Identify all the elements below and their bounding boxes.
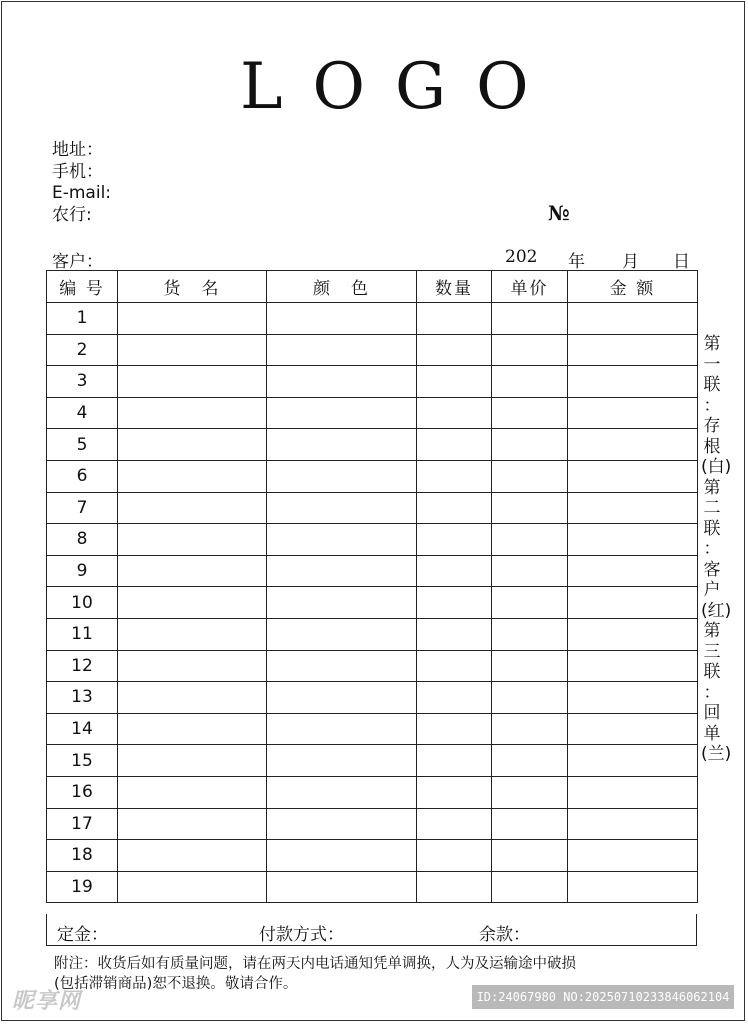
side-char: 联 <box>703 375 721 395</box>
logo: LOGO <box>240 50 559 124</box>
quantity-cell <box>417 334 492 366</box>
quantity-cell <box>417 397 492 429</box>
goods-cell <box>118 808 267 840</box>
side-char: 第 <box>703 334 721 354</box>
amount-cell <box>568 524 698 556</box>
amount-cell <box>568 492 698 524</box>
color-cell <box>267 871 417 903</box>
color-cell <box>267 303 417 335</box>
color-cell <box>267 524 417 556</box>
table-row <box>47 303 698 335</box>
table-row <box>47 366 698 398</box>
unit-price-cell <box>492 713 568 745</box>
unit-price-cell <box>492 524 568 556</box>
quantity-cell <box>417 713 492 745</box>
note-line-2: (包括滞销商品)恕不退换。敬请合作。 <box>54 976 298 992</box>
col-header-goods: 货 名 <box>118 271 267 303</box>
row-number: 3 <box>47 366 118 398</box>
table-row <box>47 460 698 492</box>
color-cell <box>267 776 417 808</box>
watermark-id: ID:24067980 NO:20250710233846062104 <box>472 985 734 1009</box>
color-cell <box>267 397 417 429</box>
side-char: (红) <box>701 600 732 621</box>
color-cell <box>267 587 417 619</box>
phone-label: 手机： <box>52 161 103 182</box>
color-cell <box>267 555 417 587</box>
day-label: 日 <box>673 252 690 272</box>
quantity-cell <box>417 871 492 903</box>
row-number: 4 <box>47 397 118 429</box>
side-char: (兰) <box>701 744 732 764</box>
table-row <box>47 840 698 872</box>
table-row <box>47 334 698 366</box>
row-number: 12 <box>47 650 118 682</box>
unit-price-cell <box>492 871 568 903</box>
customer-label: 客户： <box>52 252 103 272</box>
color-cell <box>267 429 417 461</box>
goods-cell <box>118 555 267 587</box>
quantity-cell <box>417 303 492 335</box>
goods-cell <box>118 303 267 335</box>
color-cell <box>267 334 417 366</box>
address-label: 地址： <box>52 140 103 160</box>
row-number: 1 <box>47 303 118 335</box>
amount-cell <box>568 682 698 714</box>
goods-cell <box>118 745 267 777</box>
number-mark: № <box>548 201 570 225</box>
unit-price-cell <box>492 555 568 587</box>
amount-cell <box>568 840 698 872</box>
unit-price-cell <box>492 492 568 524</box>
unit-price-cell <box>492 682 568 714</box>
quantity-cell <box>417 429 492 461</box>
goods-table <box>46 270 698 903</box>
row-number: 5 <box>47 429 118 461</box>
unit-price-cell <box>492 587 568 619</box>
row-number: 8 <box>47 524 118 556</box>
side-char: 三 <box>703 641 721 662</box>
goods-cell <box>118 397 267 429</box>
amount-cell <box>568 871 698 903</box>
side-char: 单 <box>703 723 721 744</box>
goods-cell <box>118 840 267 872</box>
contact-info <box>52 140 111 226</box>
quantity-cell <box>417 555 492 587</box>
quantity-cell <box>417 587 492 619</box>
row-number: 16 <box>47 776 118 808</box>
deposit-label: 定金： <box>57 925 108 945</box>
col-header-number: 编 号 <box>47 271 118 303</box>
table-row <box>47 555 698 587</box>
year-prefix: 202 <box>505 247 538 267</box>
side-char: ： <box>703 395 721 416</box>
table-row <box>47 397 698 429</box>
goods-cell <box>118 524 267 556</box>
bank-label: 农行: <box>52 204 92 225</box>
year-label: 年 <box>568 252 585 272</box>
table-row <box>47 492 698 524</box>
unit-price-cell <box>492 776 568 808</box>
date-line <box>505 247 695 272</box>
amount-cell <box>568 776 698 808</box>
quantity-cell <box>417 840 492 872</box>
footer-row <box>46 914 697 946</box>
row-number: 7 <box>47 492 118 524</box>
row-number: 11 <box>47 618 118 650</box>
color-cell <box>267 492 417 524</box>
color-cell <box>267 713 417 745</box>
unit-price-cell <box>492 618 568 650</box>
unit-price-cell <box>492 397 568 429</box>
col-header-unit-price: 单价 <box>492 271 568 303</box>
row-number: 14 <box>47 713 118 745</box>
table-row <box>47 808 698 840</box>
side-char: 第 <box>703 477 721 498</box>
color-cell <box>267 460 417 492</box>
amount-cell <box>568 587 698 619</box>
unit-price-cell <box>492 808 568 840</box>
month-label: 月 <box>622 252 639 272</box>
side-char: 回 <box>703 703 721 723</box>
unit-price-cell <box>492 650 568 682</box>
goods-cell <box>118 618 267 650</box>
color-cell <box>267 650 417 682</box>
table-row <box>47 682 698 714</box>
row-number: 10 <box>47 587 118 619</box>
email-label: E-mail: <box>52 183 112 203</box>
row-number: 9 <box>47 555 118 587</box>
row-number: 19 <box>47 871 118 903</box>
amount-cell <box>568 555 698 587</box>
balance-label: 余款： <box>479 925 530 945</box>
amount-cell <box>568 618 698 650</box>
table-row <box>47 524 698 556</box>
amount-cell <box>568 303 698 335</box>
quantity-cell <box>417 745 492 777</box>
side-char: 客 <box>703 559 721 580</box>
side-char: 联 <box>703 518 721 539</box>
goods-cell <box>118 713 267 745</box>
color-cell <box>267 366 417 398</box>
color-cell <box>267 682 417 714</box>
quantity-cell <box>417 618 492 650</box>
unit-price-cell <box>492 460 568 492</box>
row-number: 15 <box>47 745 118 777</box>
unit-price-cell <box>492 366 568 398</box>
side-char: 根 <box>703 436 721 457</box>
side-char: 户 <box>703 580 721 600</box>
col-header-color: 颜 色 <box>267 271 417 303</box>
table-row <box>47 776 698 808</box>
table-header <box>47 271 698 303</box>
quantity-cell <box>417 524 492 556</box>
col-header-quantity: 数量 <box>417 271 492 303</box>
quantity-cell <box>417 492 492 524</box>
note-line-1: 附注：收货后如有质量问题，请在两天内电话通知凭单调换，人为及运输途中破损 <box>54 956 576 972</box>
amount-cell <box>568 713 698 745</box>
amount-cell <box>568 366 698 398</box>
goods-cell <box>118 871 267 903</box>
row-number: 13 <box>47 682 118 714</box>
side-char: ： <box>703 682 721 703</box>
color-cell <box>267 745 417 777</box>
quantity-cell <box>417 776 492 808</box>
goods-cell <box>118 776 267 808</box>
goods-cell <box>118 650 267 682</box>
amount-cell <box>568 808 698 840</box>
unit-price-cell <box>492 840 568 872</box>
amount-cell <box>568 334 698 366</box>
col-header-amount: 金 额 <box>568 271 698 303</box>
amount-cell <box>568 745 698 777</box>
quantity-cell <box>417 366 492 398</box>
row-number: 6 <box>47 460 118 492</box>
table-row <box>47 429 698 461</box>
table-row <box>47 871 698 903</box>
copy-instructions <box>701 334 732 765</box>
quantity-cell <box>417 808 492 840</box>
table-row <box>47 650 698 682</box>
unit-price-cell <box>492 429 568 461</box>
table-row <box>47 587 698 619</box>
row-number: 17 <box>47 808 118 840</box>
quantity-cell <box>417 682 492 714</box>
payment-method-label: 付款方式： <box>259 925 344 945</box>
row-number: 18 <box>47 840 118 872</box>
amount-cell <box>568 650 698 682</box>
watermark-logo: 昵享网 <box>12 989 82 1014</box>
side-char: 存 <box>703 416 721 436</box>
side-char: 一 <box>703 354 721 375</box>
side-char: 二 <box>703 498 721 518</box>
color-cell <box>267 840 417 872</box>
color-cell <box>267 618 417 650</box>
amount-cell <box>568 460 698 492</box>
side-char: (白) <box>701 457 732 477</box>
color-cell <box>267 808 417 840</box>
quantity-cell <box>417 650 492 682</box>
side-char: ： <box>703 539 721 559</box>
amount-cell <box>568 429 698 461</box>
quantity-cell <box>417 460 492 492</box>
unit-price-cell <box>492 303 568 335</box>
side-char: 联 <box>703 662 721 682</box>
goods-cell <box>118 682 267 714</box>
unit-price-cell <box>492 745 568 777</box>
goods-cell <box>118 460 267 492</box>
amount-cell <box>568 397 698 429</box>
table-row <box>47 745 698 777</box>
goods-cell <box>118 429 267 461</box>
goods-cell <box>118 492 267 524</box>
table-row <box>47 713 698 745</box>
goods-cell <box>118 587 267 619</box>
unit-price-cell <box>492 334 568 366</box>
goods-cell <box>118 366 267 398</box>
row-number: 2 <box>47 334 118 366</box>
table-row <box>47 618 698 650</box>
goods-cell <box>118 334 267 366</box>
side-char: 第 <box>703 621 721 641</box>
